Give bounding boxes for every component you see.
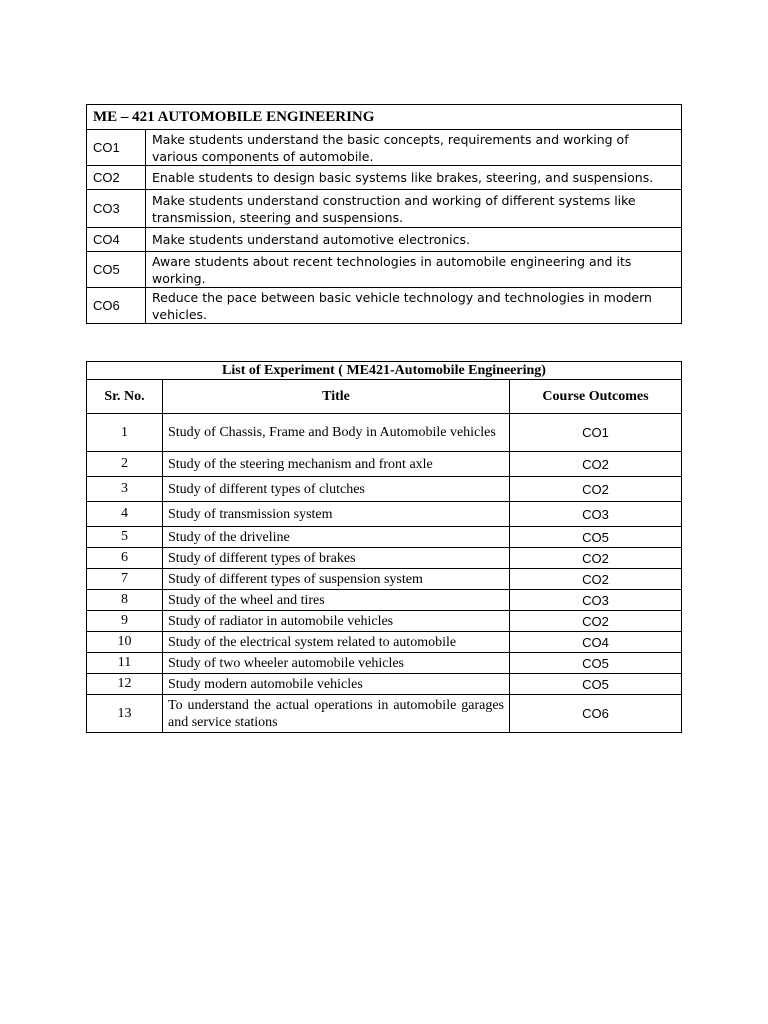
experiment-title: Study of different types of suspension system	[163, 569, 510, 590]
experiment-co: CO6	[510, 695, 682, 733]
header-sr-no-label: Sr. No.	[104, 388, 145, 404]
course-outcomes-table	[86, 104, 682, 324]
experiment-row	[87, 414, 682, 452]
experiment-sr: 12	[87, 674, 163, 695]
experiment-title: Study of the electrical system related to automobile	[163, 632, 510, 653]
co-code: CO3	[87, 190, 146, 228]
experiment-sr: 8	[87, 590, 163, 611]
header-sr-no	[87, 380, 163, 414]
course-outcome-row	[87, 252, 682, 288]
experiment-co: CO1	[510, 414, 682, 452]
experiment-sr: 3	[87, 477, 163, 502]
experiment-title: To understand the actual operations in automobile garages and service stations	[163, 695, 510, 733]
experiment-sr: 13	[87, 695, 163, 733]
experiment-row	[87, 477, 682, 502]
experiment-sr: 10	[87, 632, 163, 653]
course-outcome-row	[87, 166, 682, 190]
experiment-row	[87, 452, 682, 477]
experiments-header-row	[87, 380, 682, 414]
experiments-title: List of Experiment ( ME421-Automobile Engineering)	[87, 362, 682, 380]
experiment-sr: 7	[87, 569, 163, 590]
course-outcome-row	[87, 288, 682, 324]
experiment-row	[87, 653, 682, 674]
experiment-title: Study of Chassis, Frame and Body in Automobile vehicles	[163, 414, 510, 452]
co-code: CO5	[87, 252, 146, 288]
experiment-sr: 9	[87, 611, 163, 632]
experiment-row	[87, 611, 682, 632]
experiment-row	[87, 569, 682, 590]
co-description: Enable students to design basic systems like brakes, steering, and suspensions.	[146, 166, 682, 190]
course-outcome-row	[87, 190, 682, 228]
experiment-title: Study of the wheel and tires	[163, 590, 510, 611]
experiment-title: Study of different types of brakes	[163, 548, 510, 569]
experiment-sr: 5	[87, 527, 163, 548]
co-description: Make students understand construction and working of different systems like transmission, steering and suspensions.	[146, 190, 682, 228]
experiment-co: CO5	[510, 527, 682, 548]
experiment-sr: 6	[87, 548, 163, 569]
experiment-row	[87, 632, 682, 653]
co-code: CO1	[87, 130, 146, 166]
experiments-table	[86, 361, 682, 733]
experiment-row	[87, 548, 682, 569]
experiment-title: Study of the steering mechanism and front axle	[163, 452, 510, 477]
co-description: Reduce the pace between basic vehicle technology and technologies in modern vehicles.	[146, 288, 682, 324]
experiment-co: CO2	[510, 452, 682, 477]
experiment-title: Study of two wheeler automobile vehicles	[163, 653, 510, 674]
experiment-co: CO3	[510, 590, 682, 611]
co-description: Make students understand the basic concepts, requirements and working of various components of automobile.	[146, 130, 682, 166]
experiment-co: CO2	[510, 569, 682, 590]
course-title: ME – 421 AUTOMOBILE ENGINEERING	[87, 105, 682, 130]
co-description: Make students understand automotive electronics.	[146, 228, 682, 252]
header-course-outcomes: Course Outcomes	[510, 380, 682, 414]
co-description: Aware students about recent technologies in automobile engineering and its working.	[146, 252, 682, 288]
experiments-title-row	[87, 362, 682, 380]
experiment-co: CO5	[510, 674, 682, 695]
experiment-co: CO4	[510, 632, 682, 653]
experiment-co: CO3	[510, 502, 682, 527]
co-code: CO4	[87, 228, 146, 252]
experiment-title: Study of the driveline	[163, 527, 510, 548]
co-code: CO2	[87, 166, 146, 190]
header-title: Title	[163, 380, 510, 414]
experiment-sr: 1	[87, 414, 163, 452]
experiment-title: Study modern automobile vehicles	[163, 674, 510, 695]
experiment-row	[87, 590, 682, 611]
experiment-sr: 4	[87, 502, 163, 527]
experiment-title: Study of transmission system	[163, 502, 510, 527]
course-outcome-row	[87, 228, 682, 252]
experiment-co: CO2	[510, 477, 682, 502]
experiment-sr: 2	[87, 452, 163, 477]
experiment-co: CO2	[510, 548, 682, 569]
experiment-row	[87, 527, 682, 548]
course-outcomes-header-row	[87, 105, 682, 130]
experiment-co: CO2	[510, 611, 682, 632]
experiment-row	[87, 674, 682, 695]
course-outcome-row	[87, 130, 682, 166]
experiment-sr: 11	[87, 653, 163, 674]
experiment-row	[87, 502, 682, 527]
experiment-co: CO5	[510, 653, 682, 674]
co-code: CO6	[87, 288, 146, 324]
experiment-row	[87, 695, 682, 733]
experiment-title: Study of radiator in automobile vehicles	[163, 611, 510, 632]
experiment-title: Study of different types of clutches	[163, 477, 510, 502]
